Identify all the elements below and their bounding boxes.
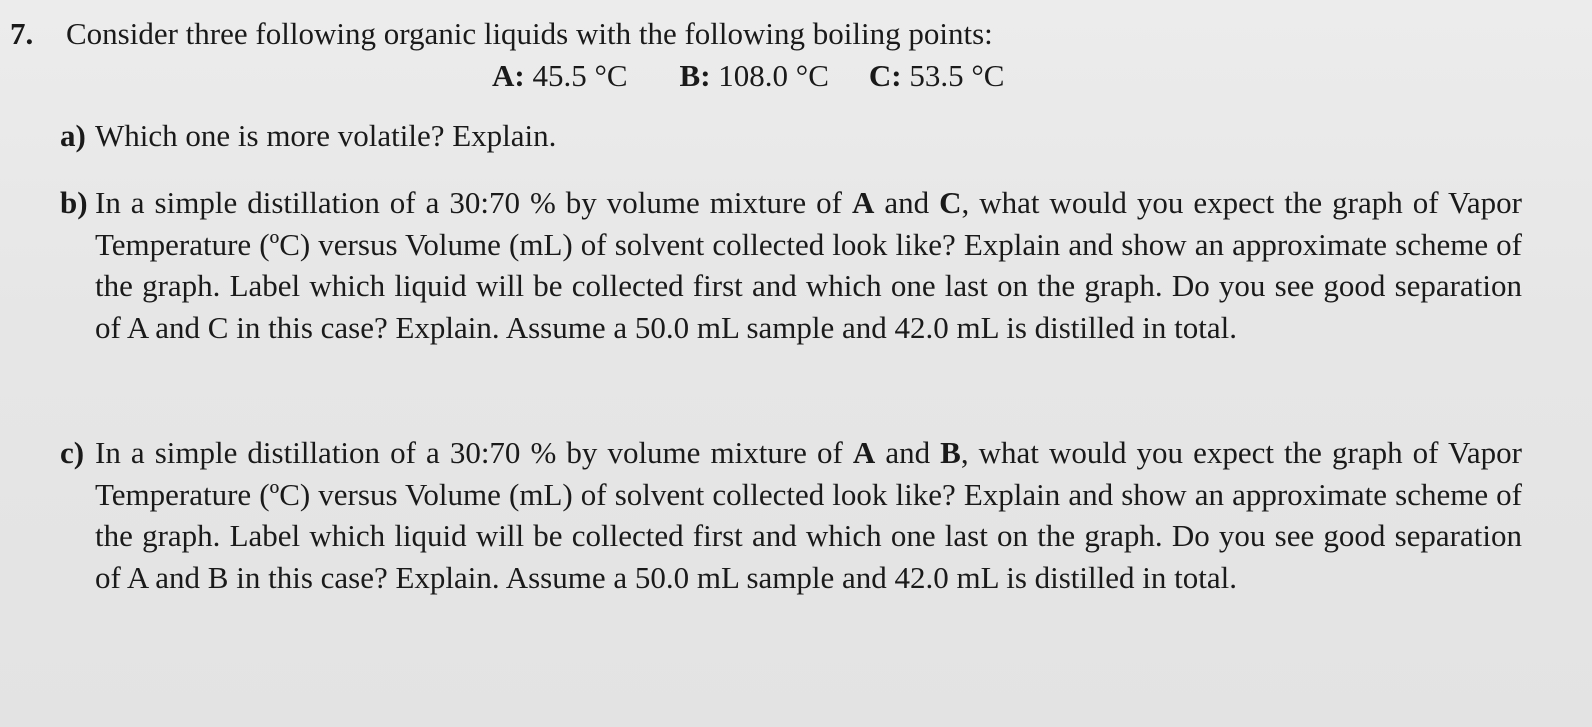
part-b-text-1: In a simple distillation of a 30:70 % by volume mixture of: [95, 185, 852, 220]
part-c-text-2: and: [875, 435, 941, 470]
part-b: [60, 182, 1530, 392]
boiling-point-a: [492, 56, 628, 96]
part-a-text: Which one is more volatile? Explain.: [95, 118, 557, 153]
question-prompt: Consider three following organic liquids with the following boiling points:: [66, 16, 993, 51]
part-c-text-3: , what would you expect the graph of Vapor Temperature (ºC) versus Volume (mL) of solvent collected look like? Explain and show an approximate scheme of the graph. Label which liquid will be collected first and which one last on the graph. Do you see good separation of A and B in this case? Explain. Assume a 50.0 mL sample and 42.0 mL is distilled in total.: [95, 435, 1523, 595]
part-b-bold-c: C: [939, 185, 962, 220]
part-b-text: [95, 182, 1522, 348]
part-c-bold-a: A: [852, 435, 876, 470]
boiling-point-label: C:: [868, 58, 902, 93]
boiling-point-value: 45.5 °C: [532, 58, 628, 93]
part-c-text: [95, 432, 1522, 598]
part-b-text-2: and: [874, 185, 940, 220]
part-c-text-1: In a simple distillation of a 30:70 % by volume mixture of: [95, 435, 853, 470]
boiling-point-value: 108.0 °C: [718, 58, 829, 93]
boiling-point-b: [680, 56, 829, 96]
boiling-point-value: 53.5 °C: [909, 58, 1005, 93]
part-c: [60, 432, 1530, 642]
part-letter: c): [60, 435, 85, 470]
question-header: [10, 14, 993, 54]
part-c-bold-b: B: [940, 435, 961, 470]
question-number: 7.: [10, 16, 34, 51]
part-b-text-3: , what would you expect the graph of Vapor Temperature (ºC) versus Volume (mL) of solvent collected look like? Explain and show an approximate scheme of the graph. Label which liquid will be collected first and which one last on the graph. Do you see good separation of A and C in this case? Explain. Assume a 50.0 mL sample and 42.0 mL is distilled in total.: [95, 185, 1522, 345]
part-b-bold-a: A: [851, 185, 875, 220]
part-letter: b): [60, 185, 88, 220]
boiling-point-label: A:: [492, 58, 525, 93]
boiling-point-label: B:: [679, 58, 711, 93]
boiling-point-c: [869, 56, 1005, 96]
part-letter: a): [60, 118, 86, 153]
boiling-points-row: [492, 56, 1004, 96]
